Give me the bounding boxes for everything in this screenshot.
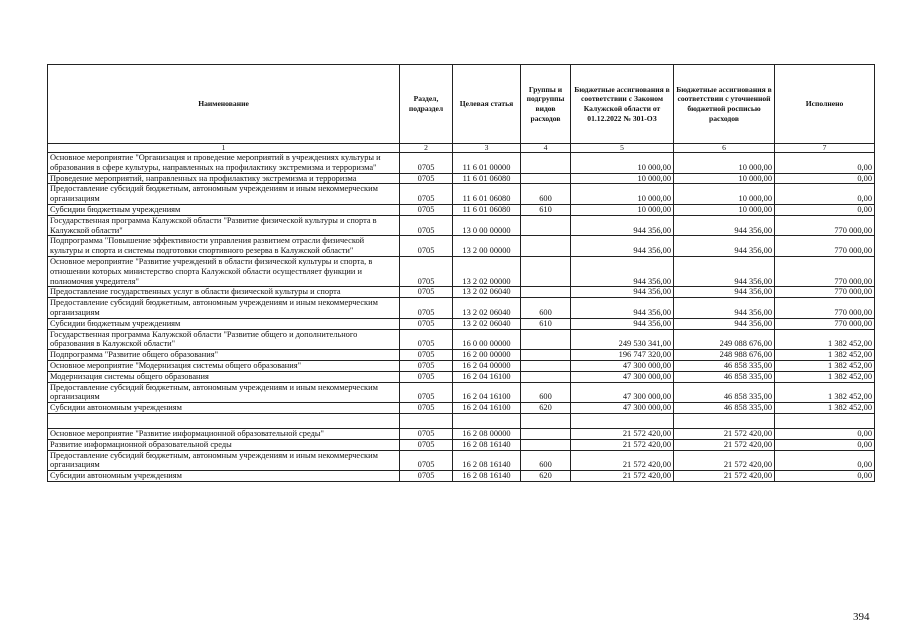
row-refined-amount-cell: 944 356,00: [674, 215, 775, 236]
table-row: [48, 329, 875, 350]
row-name-cell: Предоставление государственных услуг в области физической культуры и спорта: [48, 287, 400, 298]
header-section: Раздел, подраздел: [400, 65, 453, 144]
row-refined-amount-cell: 249 088 676,00: [674, 329, 775, 350]
row-refined-amount-cell: 46 858 335,00: [674, 403, 775, 414]
row-group-cell: 600: [521, 382, 571, 403]
row-group-cell: [521, 350, 571, 361]
row-target-cell: 11 6 01 06080: [453, 173, 521, 184]
row-section-cell: 0705: [400, 428, 453, 439]
row-refined-amount-cell: 21 572 420,00: [674, 428, 775, 439]
row-target-cell: 13 2 02 06040: [453, 318, 521, 329]
row-refined-amount-cell: 944 356,00: [674, 318, 775, 329]
row-target-cell: 16 2 04 00000: [453, 360, 521, 371]
column-number: 6: [674, 144, 775, 153]
row-law-amount-cell: 944 356,00: [571, 236, 674, 257]
row-group-cell: [521, 236, 571, 257]
table-row: [48, 439, 875, 450]
row-target-cell: 13 0 00 00000: [453, 215, 521, 236]
header-target: Целевая статья: [453, 65, 521, 144]
row-law-amount-cell: 47 300 000,00: [571, 403, 674, 414]
header-refined: Бюджетные ассигнования в соответствии с уточненной бюджетной росписью расходов: [674, 65, 775, 144]
header-row: [48, 65, 875, 144]
row-target-cell: 16 2 00 00000: [453, 350, 521, 361]
row-executed-amount-cell: 0,00: [775, 153, 875, 174]
row-section-cell: 0705: [400, 318, 453, 329]
row-law-amount-cell: 21 572 420,00: [571, 471, 674, 482]
row-name-cell: Предоставление субсидий бюджетным, автономным учреждениям и иным некоммерческим организациям: [48, 184, 400, 205]
column-number: 4: [521, 144, 571, 153]
row-group-cell: [521, 215, 571, 236]
row-executed-amount-cell: 0,00: [775, 450, 875, 471]
row-section-cell: 0705: [400, 153, 453, 174]
row-name-cell: Основное мероприятие "Модернизация системы общего образования": [48, 360, 400, 371]
spacer-cell: [521, 413, 571, 428]
row-name-cell: Подпрограмма "Повышение эффективности управления развитием отрасли физической культуры и спорта и системы подготовки спортивного резерва в Калужской области": [48, 236, 400, 257]
row-section-cell: 0705: [400, 350, 453, 361]
row-target-cell: 11 6 01 06080: [453, 184, 521, 205]
row-target-cell: 16 2 04 16100: [453, 371, 521, 382]
row-name-cell: Государственная программа Калужской области "Развитие физической культуры и спорта в Калужской области": [48, 215, 400, 236]
table-row: [48, 450, 875, 471]
row-section-cell: 0705: [400, 329, 453, 350]
row-target-cell: 13 2 02 06040: [453, 298, 521, 319]
row-refined-amount-cell: 46 858 335,00: [674, 371, 775, 382]
row-law-amount-cell: 944 356,00: [571, 215, 674, 236]
table-row: [48, 153, 875, 174]
row-law-amount-cell: 944 356,00: [571, 287, 674, 298]
spacer-cell: [48, 413, 400, 428]
row-law-amount-cell: 944 356,00: [571, 298, 674, 319]
row-executed-amount-cell: 770 000,00: [775, 215, 875, 236]
row-section-cell: 0705: [400, 173, 453, 184]
column-number: 2: [400, 144, 453, 153]
row-refined-amount-cell: 21 572 420,00: [674, 450, 775, 471]
row-law-amount-cell: 944 356,00: [571, 318, 674, 329]
row-section-cell: 0705: [400, 287, 453, 298]
row-group-cell: [521, 287, 571, 298]
row-group-cell: 600: [521, 184, 571, 205]
table-row: [48, 287, 875, 298]
row-refined-amount-cell: 248 988 676,00: [674, 350, 775, 361]
row-section-cell: 0705: [400, 403, 453, 414]
row-executed-amount-cell: 0,00: [775, 471, 875, 482]
row-executed-amount-cell: 770 000,00: [775, 256, 875, 286]
row-executed-amount-cell: 1 382 452,00: [775, 382, 875, 403]
spacer-cell: [571, 413, 674, 428]
row-group-cell: [521, 360, 571, 371]
row-executed-amount-cell: 1 382 452,00: [775, 350, 875, 361]
spacer-cell: [400, 413, 453, 428]
table-row: [48, 428, 875, 439]
column-number: 3: [453, 144, 521, 153]
row-executed-amount-cell: 770 000,00: [775, 318, 875, 329]
row-target-cell: 16 2 08 16140: [453, 439, 521, 450]
row-name-cell: Проведение мероприятий, направленных на профилактику экстремизма и терроризма: [48, 173, 400, 184]
row-section-cell: 0705: [400, 184, 453, 205]
row-refined-amount-cell: 944 356,00: [674, 256, 775, 286]
row-target-cell: 16 2 08 16140: [453, 471, 521, 482]
row-executed-amount-cell: 770 000,00: [775, 236, 875, 257]
row-group-cell: 600: [521, 450, 571, 471]
column-number: 7: [775, 144, 875, 153]
row-target-cell: 13 2 00 00000: [453, 236, 521, 257]
table-row: [48, 236, 875, 257]
row-executed-amount-cell: 770 000,00: [775, 298, 875, 319]
row-target-cell: 13 2 02 06040: [453, 287, 521, 298]
row-group-cell: 620: [521, 471, 571, 482]
row-target-cell: 16 2 04 16100: [453, 382, 521, 403]
row-name-cell: Модернизация системы общего образования: [48, 371, 400, 382]
row-name-cell: Подпрограмма "Развитие общего образования": [48, 350, 400, 361]
row-law-amount-cell: 249 530 341,00: [571, 329, 674, 350]
table-row: [48, 471, 875, 482]
table-row: [48, 173, 875, 184]
row-law-amount-cell: 196 747 320,00: [571, 350, 674, 361]
header-executed: Исполнено: [775, 65, 875, 144]
row-law-amount-cell: 21 572 420,00: [571, 428, 674, 439]
row-name-cell: Субсидии автономным учреждениям: [48, 471, 400, 482]
table-row: [48, 403, 875, 414]
spacer-cell: [775, 413, 875, 428]
table-row: [48, 256, 875, 286]
row-name-cell: Субсидии автономным учреждениям: [48, 403, 400, 414]
page-number: 394: [853, 611, 870, 623]
row-refined-amount-cell: 21 572 420,00: [674, 439, 775, 450]
row-section-cell: 0705: [400, 439, 453, 450]
row-section-cell: 0705: [400, 471, 453, 482]
column-number: 1: [48, 144, 400, 153]
table-row: [48, 215, 875, 236]
row-law-amount-cell: 47 300 000,00: [571, 360, 674, 371]
row-executed-amount-cell: 1 382 452,00: [775, 329, 875, 350]
row-refined-amount-cell: 46 858 335,00: [674, 360, 775, 371]
row-group-cell: 600: [521, 298, 571, 319]
table-row: [48, 371, 875, 382]
row-target-cell: 13 2 02 00000: [453, 256, 521, 286]
row-target-cell: 16 2 08 16140: [453, 450, 521, 471]
row-section-cell: 0705: [400, 450, 453, 471]
row-target-cell: 16 0 00 00000: [453, 329, 521, 350]
table-row: [48, 360, 875, 371]
row-name-cell: Развитие информационной образовательной среды: [48, 439, 400, 450]
row-law-amount-cell: 21 572 420,00: [571, 439, 674, 450]
table-row: [48, 318, 875, 329]
row-section-cell: 0705: [400, 298, 453, 319]
row-section-cell: 0705: [400, 256, 453, 286]
table-row: [48, 298, 875, 319]
table-body: [48, 153, 875, 482]
row-section-cell: 0705: [400, 382, 453, 403]
row-refined-amount-cell: 944 356,00: [674, 298, 775, 319]
row-refined-amount-cell: 46 858 335,00: [674, 382, 775, 403]
spacer-cell: [674, 413, 775, 428]
row-law-amount-cell: 944 356,00: [571, 256, 674, 286]
spacer-row: [48, 413, 875, 428]
row-group-cell: 610: [521, 318, 571, 329]
row-refined-amount-cell: 10 000,00: [674, 173, 775, 184]
table-row: [48, 204, 875, 215]
row-target-cell: 16 2 08 00000: [453, 428, 521, 439]
row-group-cell: [521, 428, 571, 439]
row-target-cell: 16 2 04 16100: [453, 403, 521, 414]
row-executed-amount-cell: 770 000,00: [775, 287, 875, 298]
header-groups: Группы и подгруппы видов расходов: [521, 65, 571, 144]
row-name-cell: Субсидии бюджетным учреждениям: [48, 204, 400, 215]
row-group-cell: [521, 173, 571, 184]
row-group-cell: [521, 439, 571, 450]
row-name-cell: Предоставление субсидий бюджетным, автономным учреждениям и иным некоммерческим организациям: [48, 298, 400, 319]
table-row: [48, 184, 875, 205]
row-target-cell: 11 6 01 06080: [453, 204, 521, 215]
row-group-cell: 610: [521, 204, 571, 215]
row-group-cell: [521, 153, 571, 174]
row-name-cell: Основное мероприятие "Развитие информационной образовательной среды": [48, 428, 400, 439]
row-section-cell: 0705: [400, 371, 453, 382]
row-executed-amount-cell: 0,00: [775, 428, 875, 439]
row-refined-amount-cell: 10 000,00: [674, 204, 775, 215]
row-executed-amount-cell: 1 382 452,00: [775, 360, 875, 371]
row-name-cell: Государственная программа Калужской области "Развитие общего и дополнительного образования в Калужской области": [48, 329, 400, 350]
spacer-cell: [453, 413, 521, 428]
table-row: [48, 350, 875, 361]
row-name-cell: Основное мероприятие "Развитие учреждений в области физической культуры и спорта, в отношении которых министерство спорта Калужской области осуществляет функции и полномочия учредителя": [48, 256, 400, 286]
row-executed-amount-cell: 0,00: [775, 439, 875, 450]
row-refined-amount-cell: 10 000,00: [674, 153, 775, 174]
row-refined-amount-cell: 10 000,00: [674, 184, 775, 205]
row-refined-amount-cell: 21 572 420,00: [674, 471, 775, 482]
row-law-amount-cell: 47 300 000,00: [571, 382, 674, 403]
row-law-amount-cell: 10 000,00: [571, 153, 674, 174]
row-group-cell: [521, 371, 571, 382]
row-executed-amount-cell: 0,00: [775, 204, 875, 215]
row-executed-amount-cell: 1 382 452,00: [775, 403, 875, 414]
row-section-cell: 0705: [400, 204, 453, 215]
row-group-cell: [521, 329, 571, 350]
header-law: Бюджетные ассигнования в соответствии с Законом Калужской области от 01.12.2022 № 301-ОЗ: [571, 65, 674, 144]
column-number: 5: [571, 144, 674, 153]
row-executed-amount-cell: 1 382 452,00: [775, 371, 875, 382]
row-name-cell: Предоставление субсидий бюджетным, автономным учреждениям и иным некоммерческим организациям: [48, 382, 400, 403]
row-executed-amount-cell: 0,00: [775, 184, 875, 205]
row-executed-amount-cell: 0,00: [775, 173, 875, 184]
budget-table: [47, 64, 875, 482]
row-group-cell: 620: [521, 403, 571, 414]
row-law-amount-cell: 10 000,00: [571, 204, 674, 215]
row-target-cell: 11 6 01 00000: [453, 153, 521, 174]
row-law-amount-cell: 10 000,00: [571, 184, 674, 205]
table-row: [48, 382, 875, 403]
column-number-row: [48, 144, 875, 153]
row-group-cell: [521, 256, 571, 286]
row-name-cell: Предоставление субсидий бюджетным, автономным учреждениям и иным некоммерческим организациям: [48, 450, 400, 471]
row-refined-amount-cell: 944 356,00: [674, 236, 775, 257]
row-section-cell: 0705: [400, 215, 453, 236]
row-name-cell: Основное мероприятие "Организация и проведение мероприятий в учреждениях культуры и образования в сфере культуры, направленных на профилактику экстремизма и терроризма": [48, 153, 400, 174]
row-section-cell: 0705: [400, 360, 453, 371]
row-law-amount-cell: 10 000,00: [571, 173, 674, 184]
row-name-cell: Субсидии бюджетным учреждениям: [48, 318, 400, 329]
row-section-cell: 0705: [400, 236, 453, 257]
row-law-amount-cell: 21 572 420,00: [571, 450, 674, 471]
header-name: Наименование: [48, 65, 400, 144]
row-refined-amount-cell: 944 356,00: [674, 287, 775, 298]
row-law-amount-cell: 47 300 000,00: [571, 371, 674, 382]
